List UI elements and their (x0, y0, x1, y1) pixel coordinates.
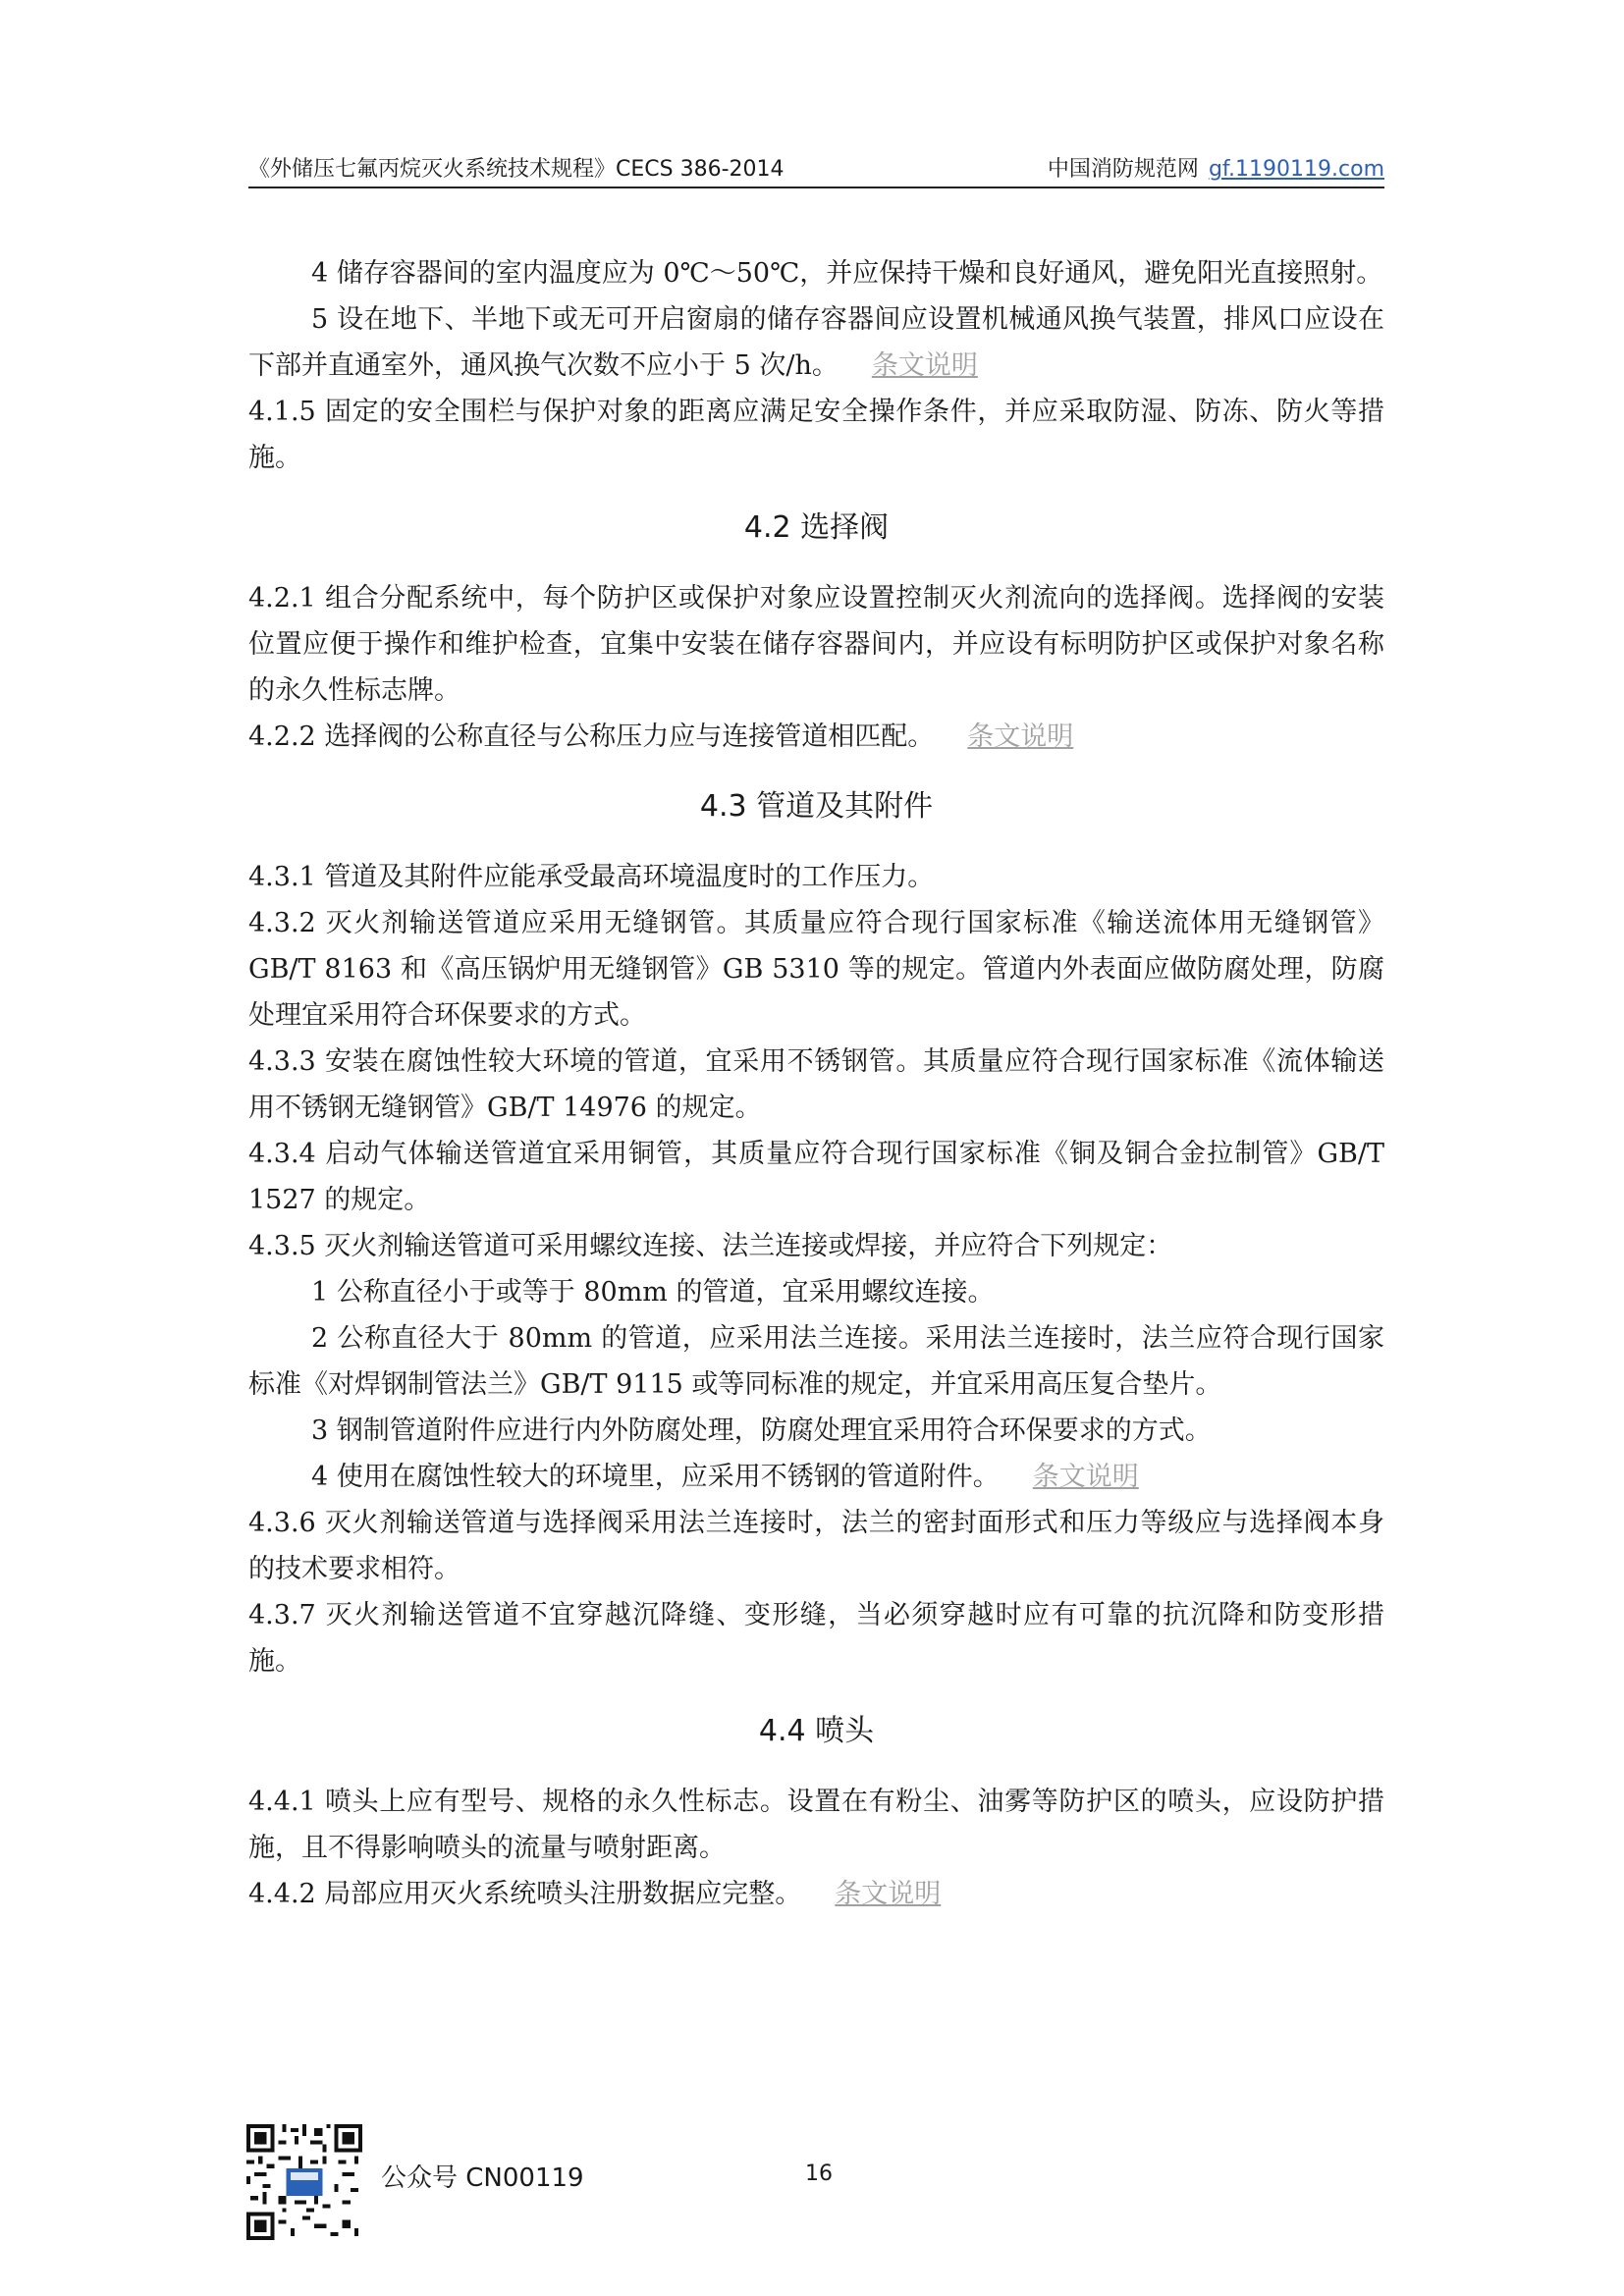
clause-4-1-5: 4.1.5 固定的安全围栏与保护对象的距离应满足安全操作条件，并应采取防湿、防冻、防火等措施。 (248, 397, 1384, 473)
clause-4-3-5-item-2: 2 公称直径大于 80mm 的管道，应采用法兰连接。采用法兰连接时，法兰应符合现行国家标准《对焊钢制管法兰》GB/T 9115 或等同标准的规定，并宜采用高压复合垫片。 (248, 1323, 1384, 1400)
explanation-link[interactable]: 条文说明 (871, 350, 978, 381)
explanation-link[interactable]: 条文说明 (1032, 1462, 1139, 1492)
clause-4-3-4: 4.3.4 启动气体输送管道宜采用铜管，其质量应符合现行国家标准《铜及铜合金拉制管》GB/T 1527 的规定。 (248, 1139, 1384, 1215)
clause-4-4-1: 4.4.1 喷头上应有型号、规格的永久性标志。设置在有粉尘、油雾等防护区的喷头，应设防护措施，且不得影响喷头的流量与喷射距离。 (248, 1787, 1384, 1863)
clause-4-3-2: 4.3.2 灭火剂输送管道应采用无缝钢管。其质量应符合现行国家标准《输送流体用无缝钢管》GB/T 8163 和《高压锅炉用无缝钢管》GB 5310 等的规定。管道内外表面应做防腐处理，防腐处理宜采用符合环保要求的方式。 (248, 908, 1384, 1031)
explanation-link[interactable]: 条文说明 (967, 721, 1074, 752)
clause-4-3-6: 4.3.6 灭火剂输送管道与选择阀采用法兰连接时，法兰的密封面形式和压力等级应与选择阀本身的技术要求相符。 (248, 1508, 1384, 1584)
clause-4-1-4-item-4: 4 储存容器间的室内温度应为 0℃～50℃，并应保持干燥和良好通风，避免阳光直接照射。 (311, 258, 1383, 289)
document-body (248, 250, 1384, 1917)
clause-4-3-5-item-1: 1 公称直径小于或等于 80mm 的管道，宜采用螺纹连接。 (311, 1277, 995, 1308)
clause-4-3-5: 4.3.5 灭火剂输送管道可采用螺纹连接、法兰连接或焊接，并应符合下列规定： (248, 1231, 1173, 1261)
section-heading-4-3: 4.3 管道及其附件 (699, 789, 934, 824)
site-name: 中国消防规范网 (1047, 157, 1199, 182)
explanation-link[interactable]: 条文说明 (835, 1879, 942, 1909)
clause-4-3-7: 4.3.7 灭火剂输送管道不宜穿越沉降缝、变形缝，当必须穿越时应有可靠的抗沉降和防变形措施。 (248, 1600, 1384, 1677)
page-header (248, 155, 1384, 188)
clause-4-1-4-item-5: 5 设在地下、半地下或无可开启窗扇的储存容器间应设置机械通风换气装置，排风口应设在下部并直通室外，通风换气次数不应小于 5 次/h。 条文说明 (248, 304, 1384, 381)
section-heading-4-4: 4.4 喷头 (758, 1714, 875, 1748)
site-info (1048, 152, 1384, 183)
clause-4-3-5-item-4: 4 使用在腐蚀性较大的环境里，应采用不锈钢的管道附件。 条文说明 (311, 1462, 1139, 1492)
clause-4-2-1: 4.2.1 组合分配系统中，每个防护区或保护对象应设置控制灭火剂流向的选择阀。选择阀的安装位置应便于操作和维护检查，宜集中安装在储存容器间内，并应设有标明防护区或保护对象名称的永久性标志牌。 (248, 583, 1384, 706)
site-link[interactable]: gf.1190119.com (1208, 157, 1384, 182)
page-number: 16 (805, 2162, 833, 2186)
clause-4-2-2: 4.2.2 选择阀的公称直径与公称压力应与连接管道相匹配。 条文说明 (248, 721, 1074, 752)
section-heading-4-2: 4.2 选择阀 (743, 510, 890, 545)
clause-4-4-2: 4.4.2 局部应用灭火系统喷头注册数据应完整。 条文说明 (248, 1879, 942, 1909)
clause-4-3-3: 4.3.3 安装在腐蚀性较大环境的管道，宜采用不锈钢管。其质量应符合现行国家标准《流体输送用不锈钢无缝钢管》GB/T 14976 的规定。 (248, 1046, 1384, 1123)
qr-code-icon (246, 2124, 362, 2240)
clause-4-3-5-item-3: 3 钢制管道附件应进行内外防腐处理，防腐处理宜采用符合环保要求的方式。 (311, 1415, 1212, 1446)
clause-4-3-1: 4.3.1 管道及其附件应能承受最高环境温度时的工作压力。 (248, 862, 935, 892)
document-title: 《外储压七氟丙烷灭火系统技术规程》CECS 386-2014 (248, 157, 785, 182)
wechat-account: 公众号 CN00119 (381, 2163, 584, 2193)
